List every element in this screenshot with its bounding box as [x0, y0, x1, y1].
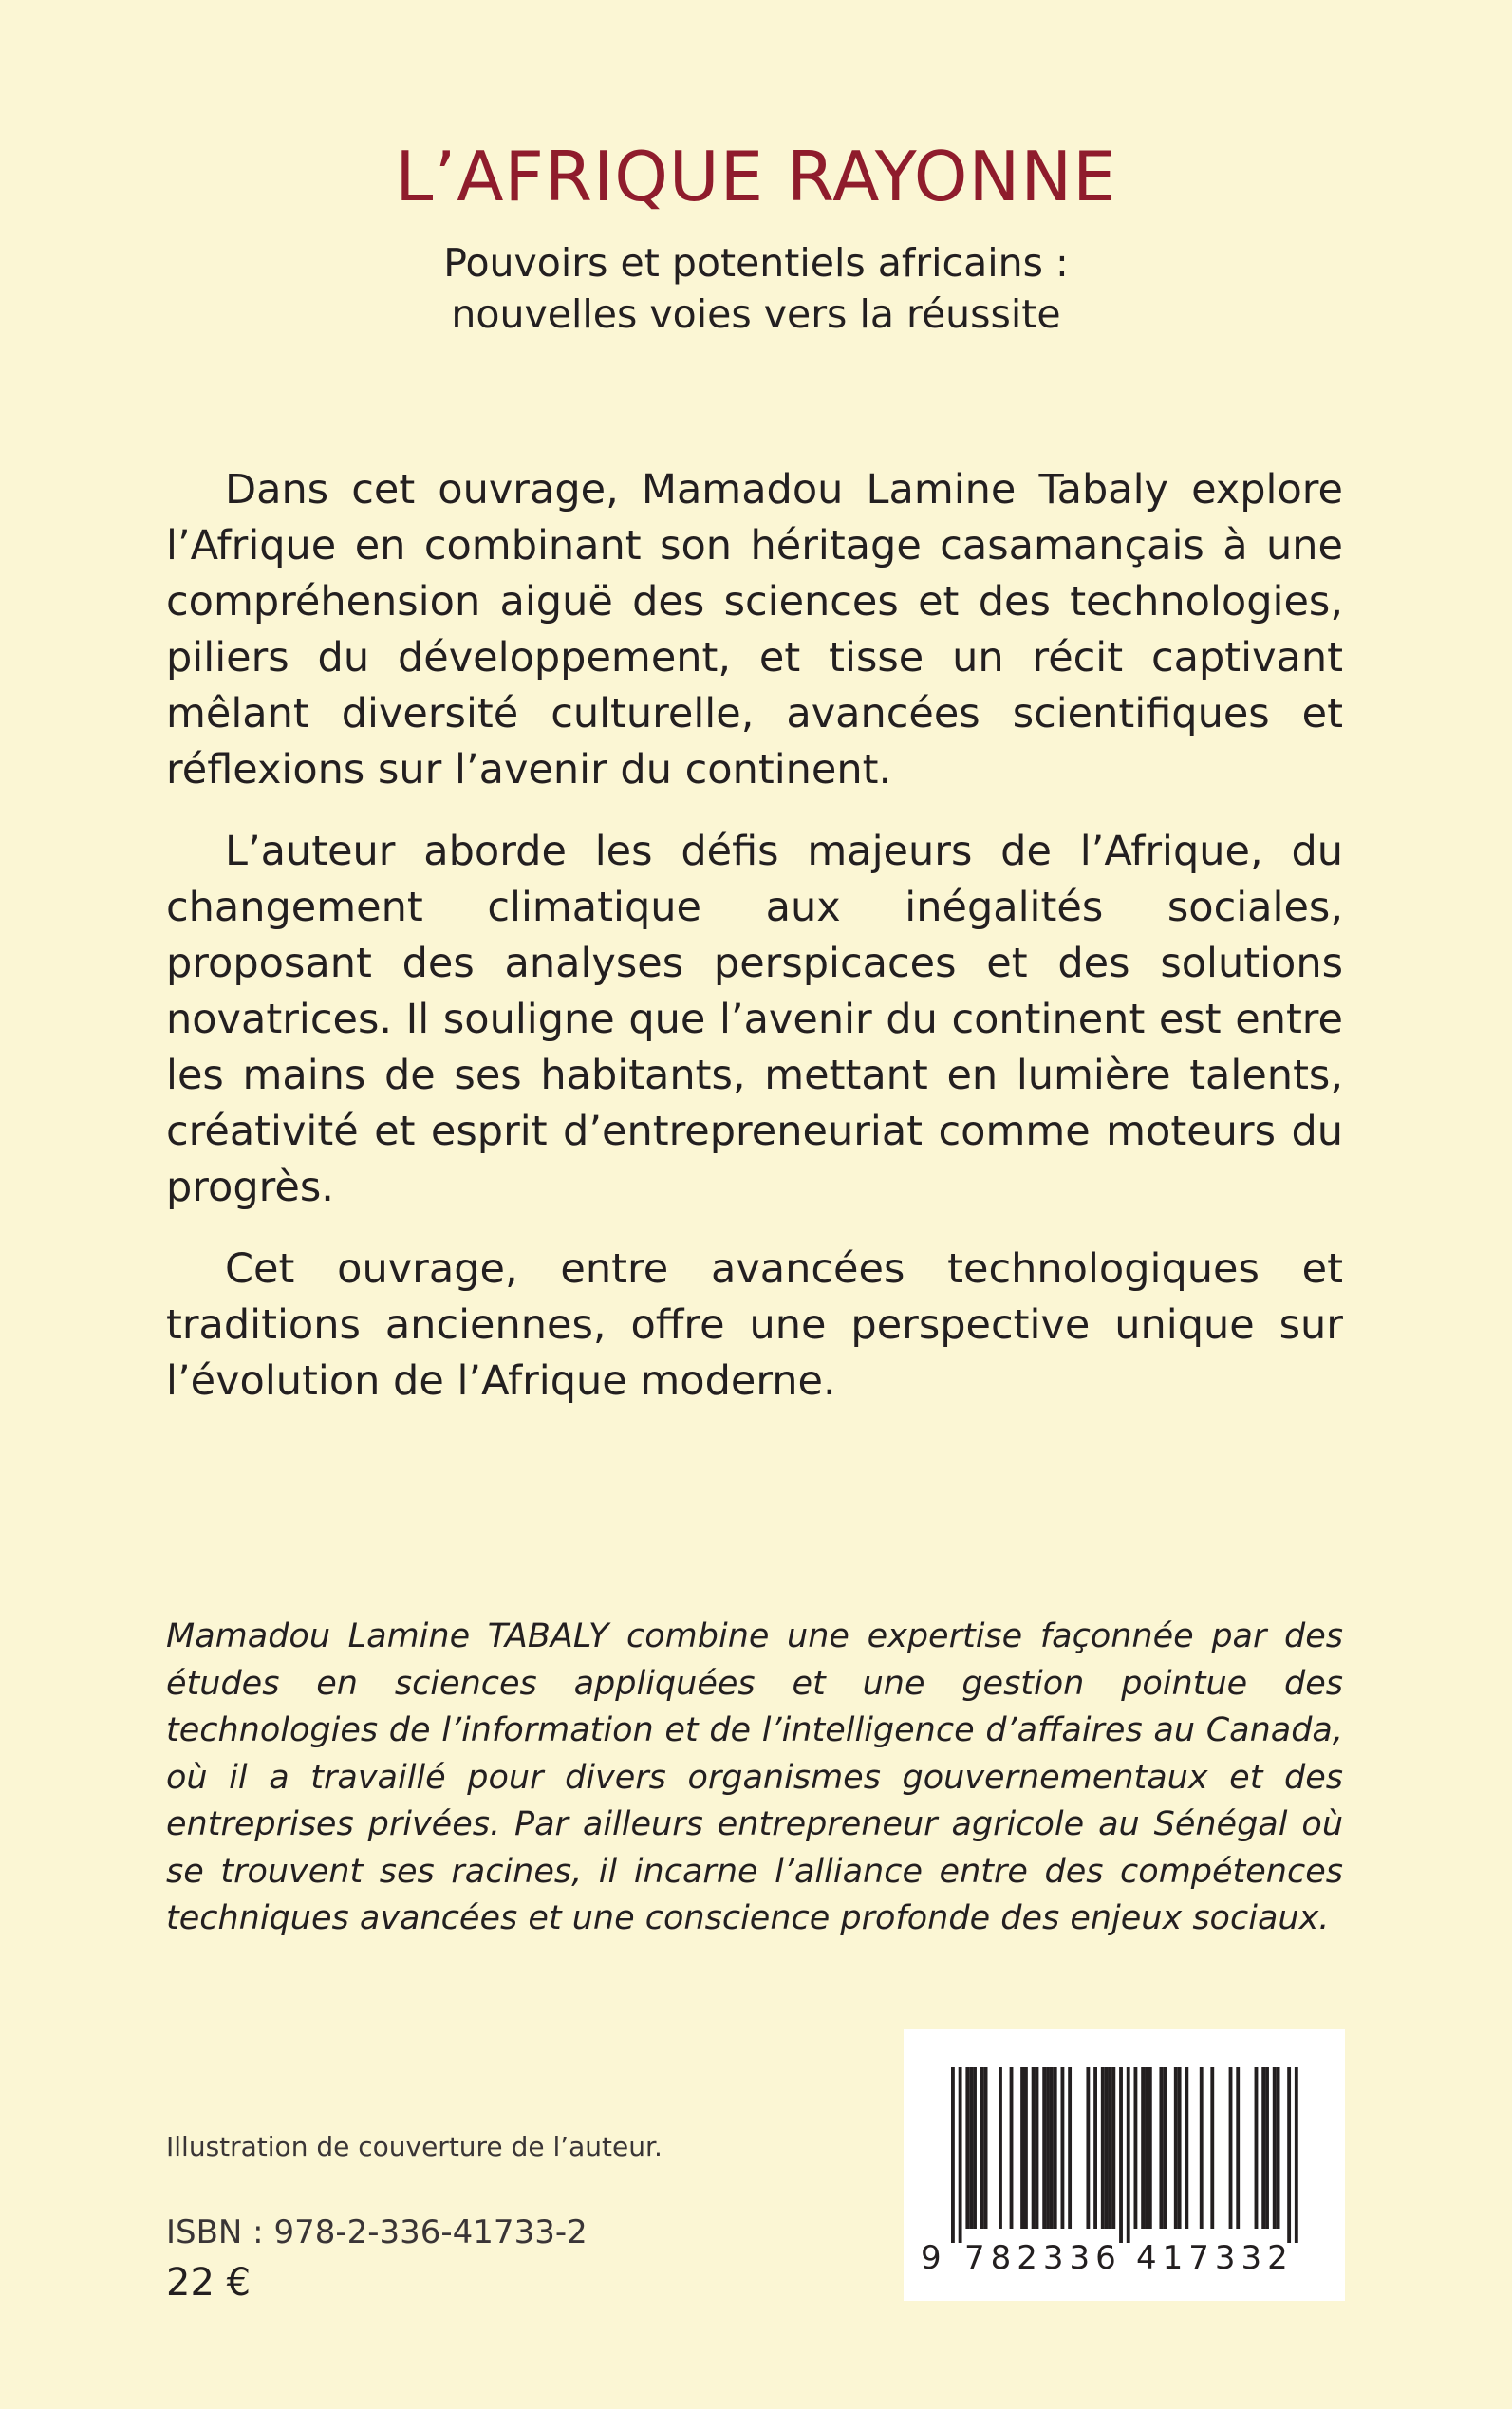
book-subtitle	[0, 237, 1512, 340]
author-name: Mamadou Lamine TABALY	[166, 1617, 609, 1655]
barcode-bar	[1111, 2067, 1115, 2229]
illustration-credit: Illustration de couverture de l’auteur.	[166, 2131, 663, 2162]
barcode-bar	[1265, 2067, 1269, 2229]
barcode-bar	[1134, 2067, 1138, 2229]
barcode-bar	[1174, 2067, 1178, 2229]
barcode-bar	[1109, 2067, 1112, 2229]
barcode-bar	[1101, 2067, 1105, 2229]
barcode-bar	[1273, 2067, 1277, 2229]
barcode-bar	[1229, 2067, 1233, 2229]
barcode-bar	[969, 2067, 973, 2229]
barcode-bar	[984, 2067, 988, 2229]
subtitle-line-1: Pouvoirs et potentiels africains :	[443, 240, 1069, 286]
barcode-bar	[1277, 2067, 1280, 2229]
blurb-paragraph-2: L’auteur aborde les défis majeurs de l’Afrique, du changement climatique aux inégalités sociales, proposant des analyses perspicaces et des solutions novatrices. Il souligne que l’avenir du continent est entre les mains de ses habitants, mettant en lumière talents, créativité et esprit d’entrepreneuriat comme moteurs du progrès.	[166, 828, 1343, 1211]
author-bio	[166, 1614, 1343, 1943]
barcode-bar	[1163, 2067, 1167, 2229]
isbn: ISBN : 978-2-336-41733-2	[166, 2213, 588, 2251]
barcode-bar	[1050, 2067, 1054, 2229]
barcode-bar	[1141, 2067, 1145, 2229]
barcode-bar	[1093, 2067, 1097, 2229]
blurb-paragraph-1: Dans cet ouvrage, Mamadou Lamine Tabaly explore l’Afrique en combinant son héritage casamançais à une compréhension aiguë des sciences et des technologies, piliers du développement, et tisse un récit captivant mêlant diversité culturelle, avancées scientifiques et réflexions sur l’avenir du continent.	[166, 466, 1343, 794]
barcode-bar	[980, 2067, 984, 2229]
barcode-bar	[1127, 2067, 1130, 2243]
barcode-bar	[1145, 2067, 1148, 2229]
barcode-bar	[1210, 2067, 1214, 2229]
barcode-bar	[1086, 2067, 1090, 2229]
book-title: L’AFRIQUE RAYONNE	[395, 137, 1117, 216]
barcode-bar	[1255, 2067, 1259, 2229]
barcode-bar	[965, 2067, 969, 2229]
barcode-bar	[1068, 2067, 1072, 2229]
barcode-bar	[1036, 2067, 1039, 2229]
barcode-bar	[1061, 2067, 1065, 2229]
barcode-bar	[1178, 2067, 1182, 2229]
barcode-bar	[959, 2067, 962, 2243]
barcode-bar	[1261, 2067, 1265, 2229]
barcode-digits-left: 782336	[964, 2239, 1122, 2277]
barcode-graphic	[904, 2029, 1345, 2301]
barcode-bar	[1024, 2067, 1028, 2229]
barcode-bar	[1032, 2067, 1036, 2229]
price: 22 €	[166, 2261, 252, 2305]
blurb-paragraph-3: Cet ouvrage, entre avancées technologiques et traditions anciennes, offre une perspective unique sur l’évolution de l’Afrique moderne.	[166, 1245, 1343, 1405]
barcode-bar	[1295, 2067, 1298, 2243]
barcode-digit-first: 9	[921, 2239, 942, 2277]
barcode-bar	[1236, 2067, 1240, 2229]
blurb	[166, 462, 1343, 1435]
barcode-bar	[1200, 2067, 1204, 2229]
barcode	[904, 2029, 1345, 2301]
barcode-bar	[1148, 2067, 1152, 2229]
barcode-bar	[1119, 2067, 1123, 2243]
barcode-bar	[1159, 2067, 1163, 2229]
barcode-bar	[1020, 2067, 1024, 2229]
barcode-bar	[1010, 2067, 1014, 2229]
barcode-bar	[1054, 2067, 1057, 2229]
barcode-bar	[1105, 2067, 1109, 2229]
barcode-bar	[999, 2067, 1002, 2229]
author-bio-text: combine une expertise façonnée par des études en sciences appliquées et une gestion pointue des technologies de l’information et de l’intelligence d’affaires au Canada, où il a travaillé pour divers organismes gouvernementaux et des entreprises privées. Par ailleurs entrepreneur agricole au Sénégal où se trouvent ses racines, il incarne l’alliance entre des compétences techniques avancées et une conscience profonde des enjeux sociaux.	[166, 1617, 1343, 1937]
barcode-bar	[951, 2067, 955, 2243]
subtitle-line-2: nouvelles voies vers la réussite	[451, 291, 1061, 337]
barcode-bar	[1287, 2067, 1291, 2243]
barcode-bar	[973, 2067, 977, 2229]
barcode-bar	[1046, 2067, 1050, 2229]
barcode-digits-right: 417332	[1136, 2239, 1294, 2277]
barcode-bar	[1185, 2067, 1188, 2229]
barcode-bar	[1042, 2067, 1046, 2229]
